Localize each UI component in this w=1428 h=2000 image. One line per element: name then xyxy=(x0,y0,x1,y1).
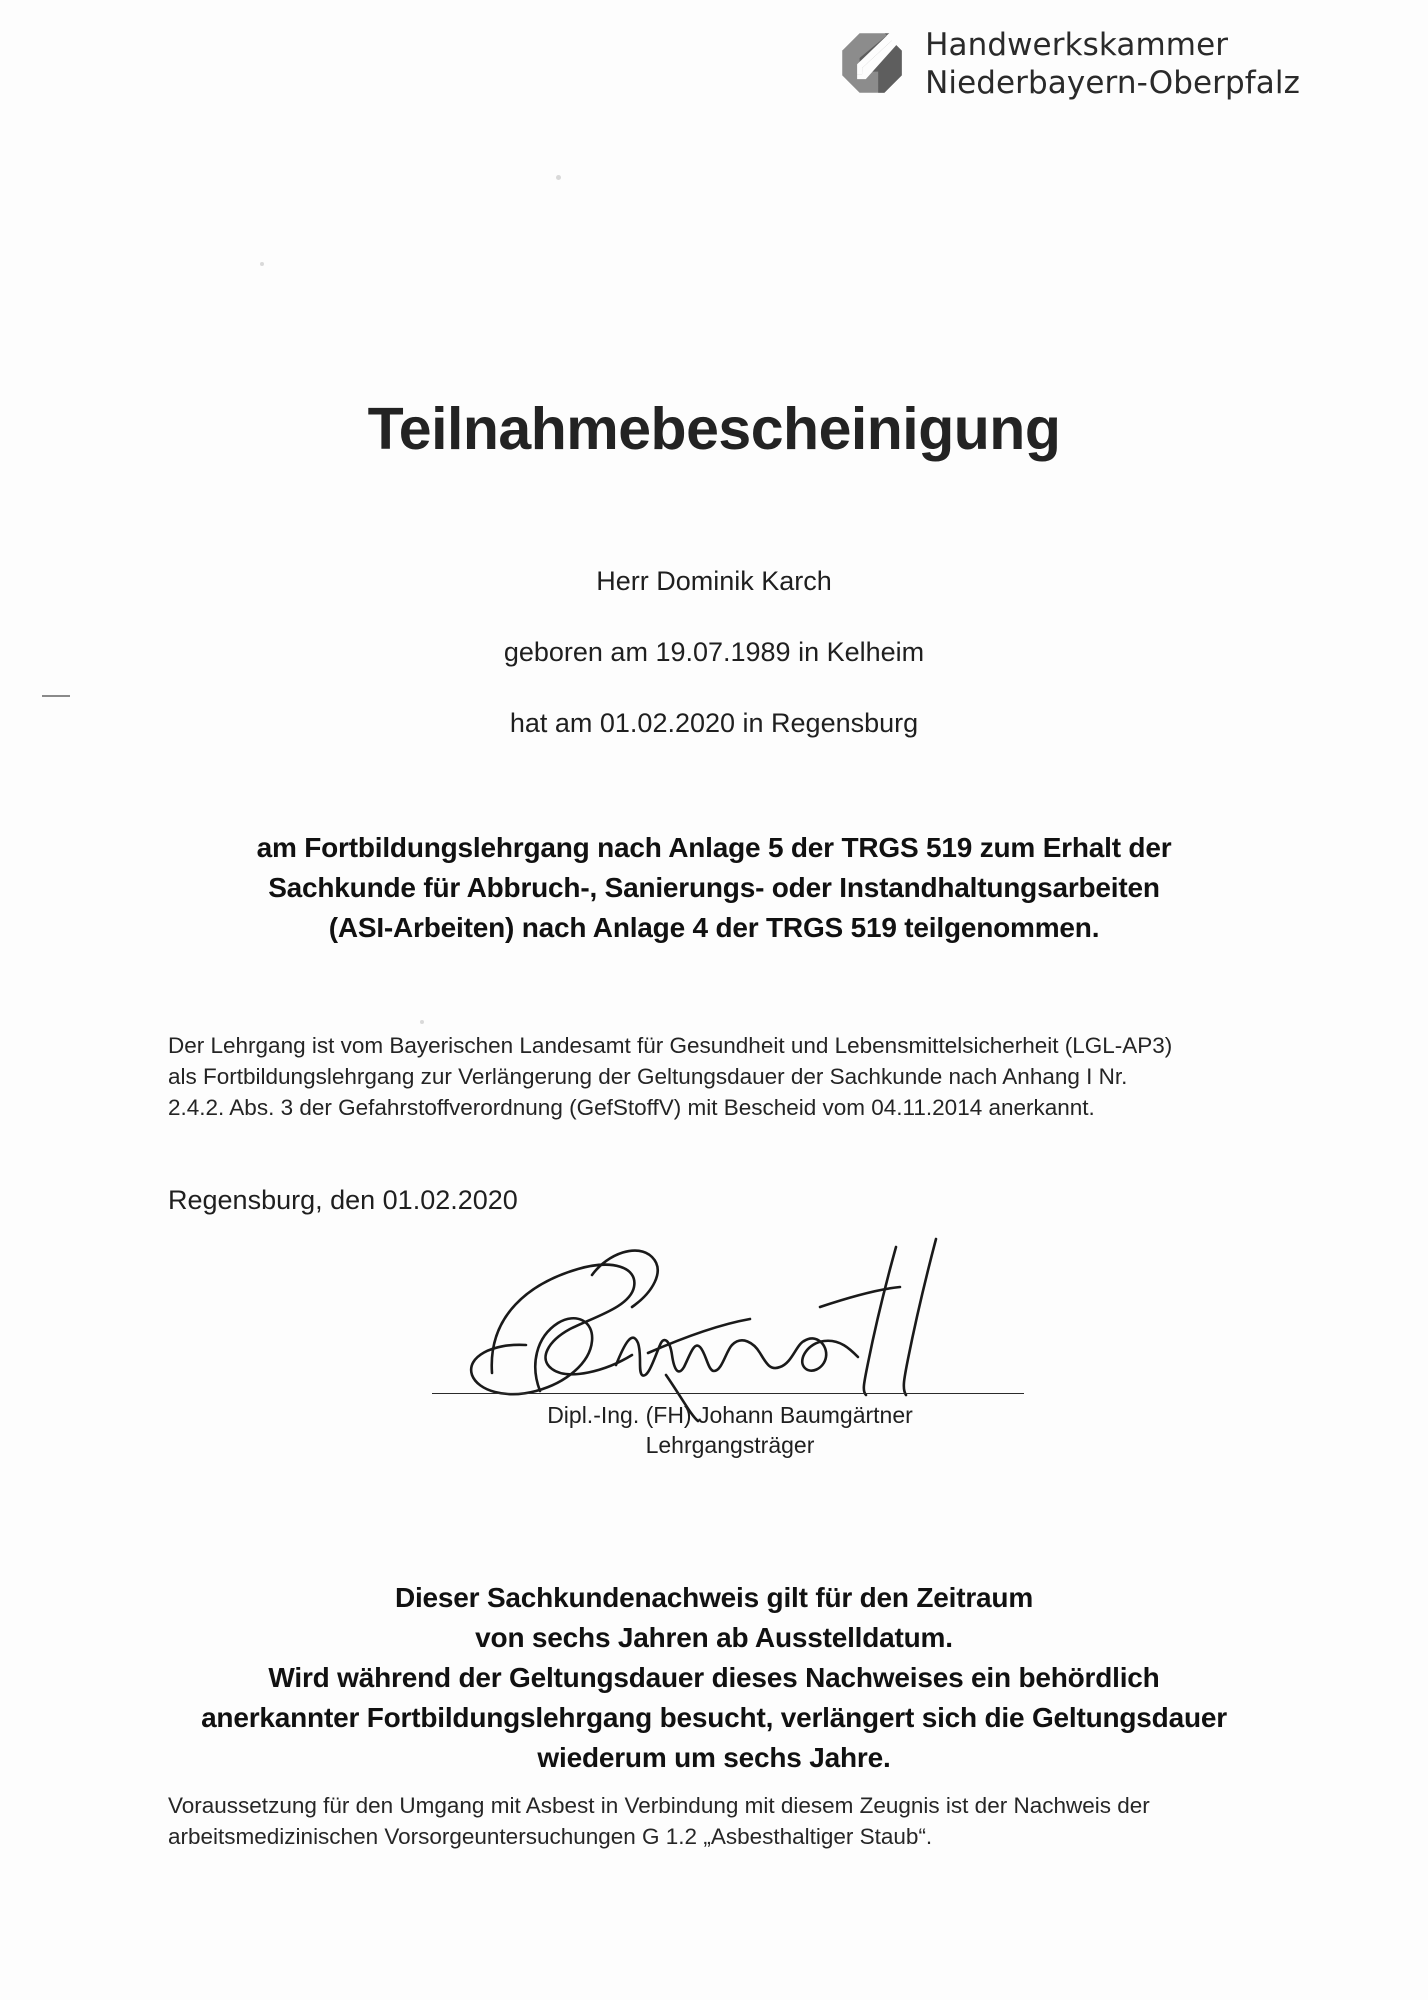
legal-recognition-paragraph xyxy=(168,1030,1258,1123)
footer-note xyxy=(168,1790,1258,1852)
handwritten-signature-icon xyxy=(380,1195,1000,1425)
course-statement-line-2: Sachkunde für Abbruch-, Sanierungs- oder Instandhaltungsarbeiten xyxy=(268,872,1160,903)
legal-line-3: 2.4.2. Abs. 3 der Gefahrstoffverordnung (GefStoffV) mit Bescheid vom 04.11.2014 anerkannt. xyxy=(168,1095,1095,1120)
organisation-name xyxy=(925,26,1300,102)
scan-artifact-speck xyxy=(420,1020,424,1024)
scan-artifact-speck xyxy=(556,175,561,180)
footer-line-2: arbeitsmedizinischen Vorsorgeuntersuchungen G 1.2 „Asbesthaltiger Staub“. xyxy=(168,1824,933,1849)
validity-line-1: Dieser Sachkundenachweis gilt für den Zeitraum xyxy=(394,1582,1034,1613)
legal-line-2: als Fortbildungslehrgang zur Verlängerung der Geltungsdauer der Sachkunde nach Anhang I Nr. xyxy=(168,1064,1128,1089)
legal-line-1: Der Lehrgang ist vom Bayerischen Landesamt für Gesundheit und Lebensmittelsicherheit (LGL-AP3) xyxy=(168,1033,1173,1058)
person-event: hat am 01.02.2020 in Regensburg xyxy=(509,708,919,738)
person-name: Herr Dominik Karch xyxy=(596,566,832,596)
scan-artifact-speck xyxy=(260,262,264,266)
validity-line-3: Wird während der Geltungsdauer dieses Nachweises ein behördlich xyxy=(268,1662,1160,1693)
document-header xyxy=(0,26,1428,102)
course-statement-line-1: am Fortbildungslehrgang nach Anlage 5 der TRGS 519 zum Erhalt der xyxy=(256,832,1172,863)
validity-line-4: anerkannter Fortbildungslehrgang besucht, verlängert sich die Geltungsdauer xyxy=(201,1702,1227,1733)
page-title: Teilnahmebescheinigung xyxy=(367,395,1061,462)
course-statement xyxy=(0,828,1428,948)
organisation-name-line-2: Niederbayern-Oberpfalz xyxy=(925,65,1300,101)
course-statement-line-3: (ASI-Arbeiten) nach Anlage 4 der TRGS 519 teilgenommen. xyxy=(328,912,1100,943)
validity-line-5: wiederum um sechs Jahre. xyxy=(537,1742,891,1773)
octagon-slash-logo-icon xyxy=(841,32,903,94)
organisation-name-line-1: Handwerkskammer xyxy=(925,27,1229,63)
signer-role: Lehrgangsträger xyxy=(645,1432,815,1458)
person-details xyxy=(0,565,1428,740)
signature-caption xyxy=(420,1400,1040,1460)
person-birth: geboren am 19.07.1989 in Kelheim xyxy=(503,637,925,667)
signer-name: Dipl.-Ing. (FH) Johann Baumgärtner xyxy=(547,1402,913,1428)
place-and-date: Regensburg, den 01.02.2020 xyxy=(168,1185,518,1215)
signature-area xyxy=(420,1210,1040,1430)
signature-rule xyxy=(432,1393,1024,1394)
footer-line-1: Voraussetzung für den Umgang mit Asbest in Verbindung mit diesem Zeugnis ist der Nachweis der xyxy=(168,1793,1150,1818)
validity-line-2: von sechs Jahren ab Ausstelldatum. xyxy=(475,1622,953,1653)
validity-statement xyxy=(0,1578,1428,1778)
